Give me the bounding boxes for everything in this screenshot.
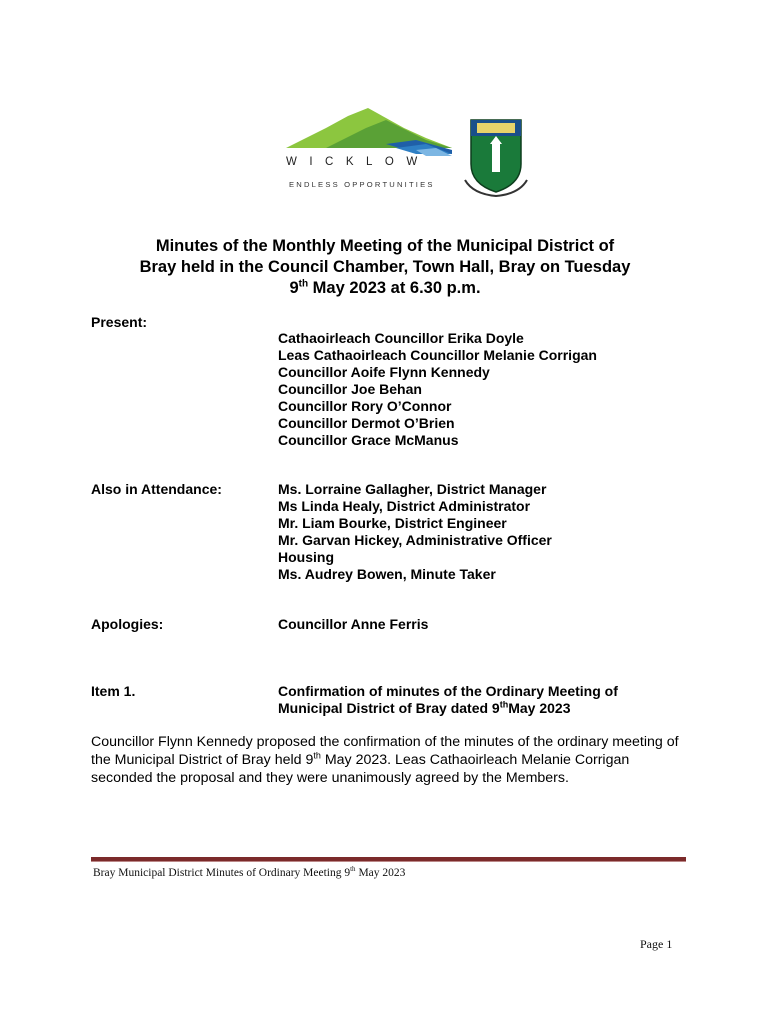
list-item: Councillor Dermot O’Brien bbox=[278, 415, 455, 431]
present-list bbox=[278, 330, 597, 449]
title-line-3: 9th May 2023 at 6.30 p.m. bbox=[289, 278, 481, 297]
apologies-value: Councillor Anne Ferris bbox=[278, 616, 429, 632]
item-1-paragraph: Councillor Flynn Kennedy proposed the confirmation of the minutes of the ordinary meeting of the Municipal District of Bray held 9th May 2023. Leas Cathaoirleach Melanie Corrigan seconded the proposal and they were unanimously agreed by the Members. bbox=[91, 734, 679, 786]
list-item: Councillor Grace McManus bbox=[278, 432, 459, 448]
page-number: Page 1 bbox=[640, 937, 673, 951]
wicklow-logo bbox=[286, 108, 452, 196]
list-item: Cathaoirleach Councillor Erika Doyle bbox=[278, 330, 524, 346]
list-item: Ms Linda Healy, District Administrator bbox=[278, 498, 531, 514]
item-1-heading: Confirmation of minutes of the Ordinary Meeting of Municipal District of Bray dated 9thMay 2023 bbox=[278, 683, 618, 716]
list-item: Ms. Audrey Bowen, Minute Taker bbox=[278, 566, 496, 582]
list-item: Mr. Garvan Hickey, Administrative Officer bbox=[278, 532, 552, 548]
list-item: Councillor Aoife Flynn Kennedy bbox=[278, 364, 490, 380]
list-item: Councillor Rory O’Connor bbox=[278, 398, 452, 414]
list-item: Mr. Liam Bourke, District Engineer bbox=[278, 515, 507, 531]
attendance-label: Also in Attendance: bbox=[91, 481, 222, 497]
document-title bbox=[60, 236, 710, 299]
present-label: Present: bbox=[91, 314, 148, 330]
list-item: Ms. Lorraine Gallagher, District Manager bbox=[278, 481, 547, 497]
footer-text: Bray Municipal District Minutes of Ordinary Meeting 9th May 2023 bbox=[93, 865, 406, 879]
mountain-logo-icon bbox=[286, 108, 452, 156]
attendance-list bbox=[278, 481, 552, 583]
list-item: Leas Cathaoirleach Councillor Melanie Corrigan bbox=[278, 347, 597, 363]
title-line-2: Bray held in the Council Chamber, Town Hall, Bray on Tuesday bbox=[139, 258, 631, 276]
logo-wordmark: WICKLOW bbox=[286, 156, 430, 168]
apologies-label: Apologies: bbox=[91, 616, 164, 632]
item-1-label: Item 1. bbox=[91, 683, 136, 699]
footer-divider bbox=[91, 857, 686, 862]
list-item: Housing bbox=[278, 549, 334, 565]
title-line-1: Minutes of the Monthly Meeting of the Municipal District of bbox=[155, 237, 615, 255]
county-crest-icon bbox=[463, 118, 529, 198]
list-item: Councillor Joe Behan bbox=[278, 381, 422, 397]
logo-tagline: ENDLESS OPPORTUNITIES bbox=[289, 180, 435, 189]
